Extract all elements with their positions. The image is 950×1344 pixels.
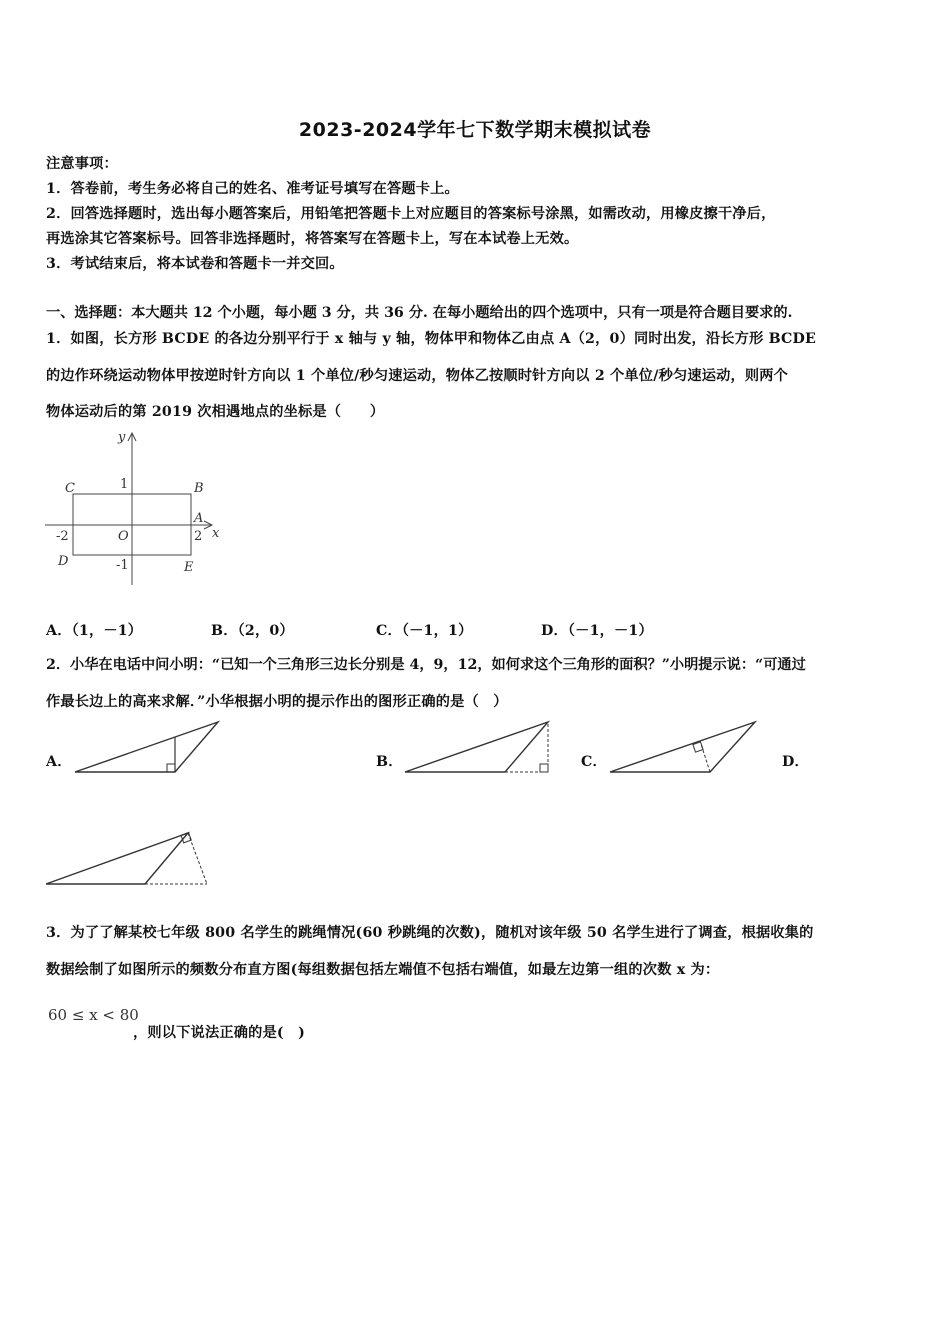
q2-line-1: 2．小华在电话中问小明：“已知一个三角形三边长分别是 4，9，12，如何求这个三角形的面积？”小明提示说：“可通过	[46, 657, 806, 673]
label-a: A	[194, 511, 204, 526]
q2-option-a-label[interactable]: A．	[46, 754, 72, 770]
q2-option-a-figure[interactable]	[70, 715, 230, 780]
q1-option-b[interactable]: B．（2，0）	[211, 623, 294, 639]
q1-line-1: 1．如图，长方形 BCDE 的各边分别平行于 x 轴与 y 轴，物体甲和物体乙由点 A（2，0）同时出发，沿长方形 BCDE	[46, 331, 817, 347]
notice-heading: 注意事项：	[46, 156, 118, 172]
notice-item-2-cont: 再选涂其它答案标号。回答非选择题时，将答案写在答题卡上，写在本试卷上无效。	[46, 231, 579, 247]
q2-line-2: 作最长边上的高来求解．”小华根据小明的提示作出的图形正确的是（ ）	[46, 694, 508, 710]
q3-line-2: 数据绘制了如图所示的频数分布直方图(每组数据包括左端值不包括右端值，如最左边第一组的次数 x 为：	[46, 962, 720, 978]
label-x: x	[212, 526, 220, 541]
q2-option-c-figure[interactable]	[605, 715, 765, 780]
label-d: D	[58, 554, 69, 569]
q2-option-d-label[interactable]: D．	[782, 754, 809, 770]
q1-line-3: 物体运动后的第 2019 次相遇地点的坐标是（ ）	[46, 404, 385, 420]
q3-line-1: 3．为了了解某校七年级 800 名学生的跳绳情况(60 秒跳绳的次数)，随机对该年级 50 名学生进行了调查，根据收集的	[46, 925, 814, 941]
q1-line-2: 的边作环绕运动物体甲按逆时针方向以 1 个单位/秒匀速运动，物体乙按顺时针方向以 2 个单位/秒匀速运动，则两个	[46, 368, 789, 384]
notice-item-1: 1．答卷前，考生务必将自己的姓名、准考证号填写在答题卡上。	[46, 181, 459, 197]
tick-neg1: -1	[116, 558, 129, 573]
label-b: B	[194, 481, 204, 496]
label-y: y	[118, 430, 126, 445]
label-c: C	[65, 481, 75, 496]
label-e: E	[184, 560, 194, 575]
notice-item-3: 3．考试结束后，将本试卷和答题卡一并交回。	[46, 256, 344, 272]
q1-option-a[interactable]: A．（1，－1）	[46, 623, 143, 639]
q2-option-c-label[interactable]: C．	[581, 754, 607, 770]
tick-1: 1	[120, 477, 129, 492]
q1-coordinate-figure	[40, 425, 240, 595]
q2-option-b-figure[interactable]	[400, 715, 560, 780]
q2-option-b-label[interactable]: B．	[376, 754, 403, 770]
tick-neg2: -2	[56, 529, 69, 544]
label-o: O	[118, 529, 129, 544]
q2-option-d-figure[interactable]	[42, 825, 222, 895]
page-title: 2023-2024学年七下数学期末模拟试卷	[298, 119, 652, 141]
q1-option-d[interactable]: D．（－1，－1）	[541, 623, 653, 639]
tick-2: 2	[194, 529, 203, 544]
q3-inequality: 60 ≤ x < 80	[48, 1006, 139, 1024]
section-heading: 一、选择题：本大题共 12 个小题，每小题 3 分，共 36 分. 在每小题给出的四个选项中，只有一项是符合题目要求的.	[46, 305, 793, 321]
q1-option-c[interactable]: C．（－1，1）	[376, 623, 473, 639]
notice-item-2: 2．回答选择题时，选出每小题答案后，用铅笔把答题卡上对应题目的答案标号涂黑，如需改动，用橡皮擦干净后，	[46, 206, 776, 222]
q3-tail: ，则以下说法正确的是( )	[133, 1025, 306, 1041]
